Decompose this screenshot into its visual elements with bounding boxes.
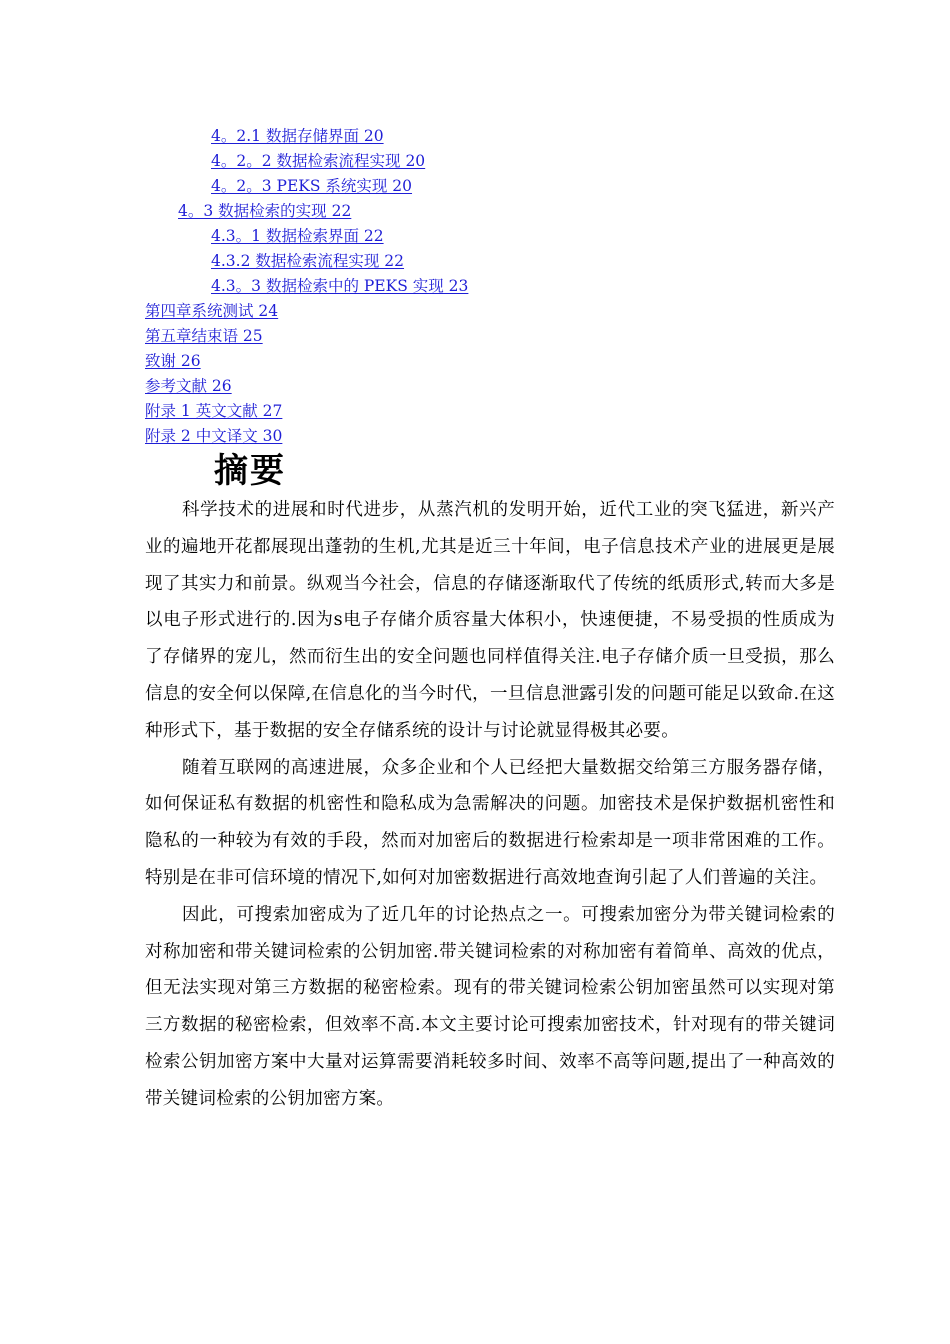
abstract-paragraph: 随着互联网的高速进展，众多企业和个人已经把大量数据交给第三方服务器存储，如何保证私有数据的机密性和隐私成为急需解决的问题。加密技术是保护数据机密性和隐私的一种较为有效的手段，然而对加密后的数据进行检索却是一项非常困难的工作。特别是在非可信环境的情况下,如何对加密数据进行高效地查询引起了人们普遍的关注。	[145, 757, 835, 888]
toc-entry	[0, 324, 950, 349]
toc-entry	[0, 424, 950, 449]
abstract-heading: 摘要	[214, 451, 286, 491]
toc-entry	[0, 199, 950, 224]
toc-link[interactable]: 4。2。2 数据检索流程实现 20	[211, 152, 426, 170]
toc-link[interactable]: 附录 2 中文译文 30	[145, 427, 283, 445]
toc-entry	[0, 349, 950, 374]
toc-link[interactable]: 第四章系统测试 24	[145, 302, 279, 320]
toc-link[interactable]: 4.3。3 数据检索中的 PEKS 实现 23	[211, 277, 469, 295]
toc-link[interactable]: 致谢 26	[145, 352, 201, 370]
toc-entry	[0, 149, 950, 174]
toc-entry	[0, 249, 950, 274]
toc-entry	[0, 224, 950, 249]
toc-entry	[0, 174, 950, 199]
toc-link[interactable]: 4.3。1 数据检索界面 22	[211, 227, 384, 245]
abstract-paragraph: 科学技术的进展和时代进步，从蒸汽机的发明开始，近代工业的突飞猛进，新兴产业的遍地开花都展现出蓬勃的生机,尤其是近三十年间，电子信息技术产业的进展更是展现了其实力和前景。纵观当今社会，信息的存储逐渐取代了传统的纸质形式,转而大多是以电子形式进行的.因为s电子存储介质容量大体积小，快速便捷，不易受损的性质成为了存储界的宠儿，然而衍生出的安全问题也同样值得关注.电子存储介质一旦受损，那么信息的安全何以保障,在信息化的当今时代，一旦信息泄露引发的问题可能足以致命.在这种形式下，基于数据的安全存储系统的设计与讨论就显得极其必要。	[145, 500, 835, 741]
toc-link[interactable]: 4。2.1 数据存储界面 20	[211, 127, 384, 145]
toc-link[interactable]: 4。2。3 PEKS 系统实现 20	[211, 177, 413, 195]
toc-entry	[0, 374, 950, 399]
toc-link[interactable]: 4。3 数据检索的实现 22	[178, 202, 352, 220]
toc-link[interactable]: 第五章结束语 25	[145, 327, 263, 345]
table-of-contents	[0, 124, 950, 449]
toc-entry	[0, 274, 950, 299]
abstract-paragraph: 因此，可搜索加密成为了近几年的讨论热点之一。可搜索加密分为带关键词检索的对称加密和带关键词检索的公钥加密.带关键词检索的对称加密有着简单、高效的优点，但无法实现对第三方数据的秘密检索。现有的带关键词检索公钥加密虽然可以实现对第三方数据的秘密检索，但效率不高.本文主要讨论可搜索加密技术，针对现有的带关键词检索公钥加密方案中大量对运算需要消耗较多时间、效率不高等问题,提出了一种高效的带关键词检索的公钥加密方案。	[145, 904, 835, 1109]
abstract-body	[145, 492, 835, 1118]
toc-link[interactable]: 参考文献 26	[145, 377, 232, 395]
toc-link[interactable]: 4.3.2 数据检索流程实现 22	[211, 252, 405, 270]
toc-entry	[0, 399, 950, 424]
toc-link[interactable]: 附录 1 英文文献 27	[145, 402, 283, 420]
toc-entry	[0, 124, 950, 149]
toc-entry	[0, 299, 950, 324]
